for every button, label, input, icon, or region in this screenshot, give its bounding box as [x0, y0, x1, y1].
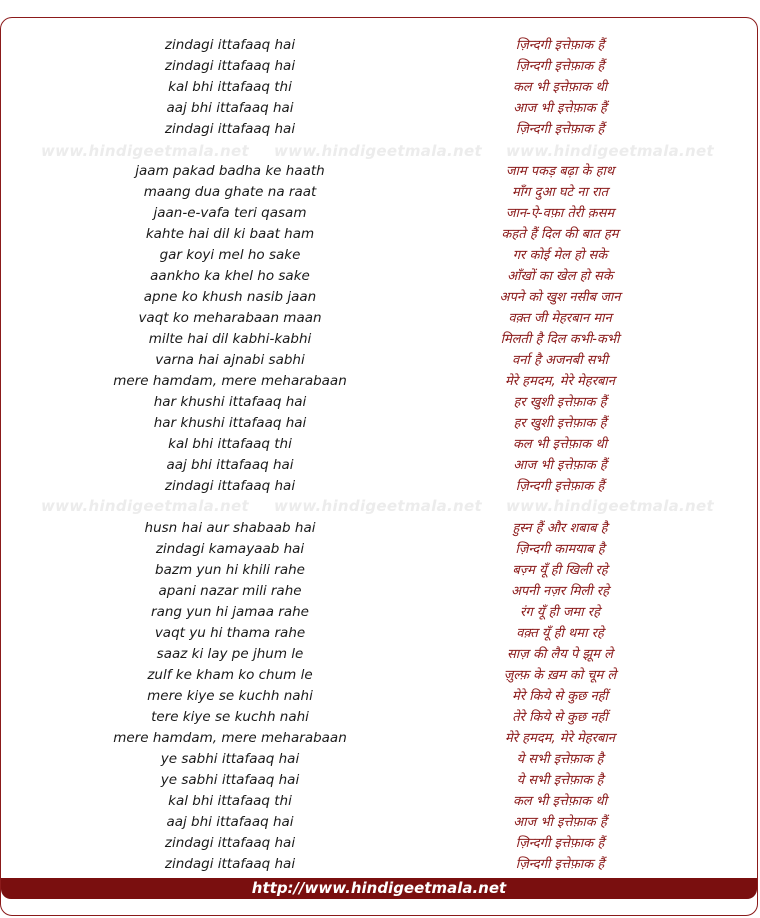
lyric-line-hindi: हर खुशी इत्तेफ़ाक हैं	[513, 416, 607, 431]
lyric-line-hindi: मेरे हमदम, मेरे मेहरबान	[504, 374, 616, 389]
lyric-line-roman: kal bhi ittafaaq thi	[168, 436, 292, 452]
lyric-line-roman: kal bhi ittafaaq thi	[168, 793, 292, 809]
lyric-line-roman: kal bhi ittafaaq thi	[168, 79, 292, 95]
lyric-line-hindi: तेरे किये से कुछ नहीं	[512, 710, 608, 725]
lyric-line-roman: zindagi ittafaaq hai	[164, 835, 296, 851]
lyric-line-roman: tere kiye se kuchh nahi	[151, 709, 309, 725]
lyric-line-roman: ye sabhi ittafaaq hai	[160, 772, 300, 788]
lyric-line-roman: vaqt yu hi thama rahe	[154, 625, 306, 641]
lyric-line-hindi: आज भी इत्तेफ़ाक हैं	[513, 815, 607, 830]
lyric-line-roman: zindagi ittafaaq hai	[164, 856, 296, 872]
lyric-line-hindi: रंग यूँ ही जमा रहे	[520, 605, 600, 620]
lyric-line-hindi: कहते हैं दिल की बात हम	[501, 227, 619, 242]
lyric-line	[0, 623, 760, 644]
lyric-line-roman: mere kiye se kuchh nahi	[147, 688, 313, 704]
lyric-line-hindi: कल भी इत्तेफ़ाक थी	[512, 80, 608, 95]
watermark-text: www.hindigeetmala.net	[41, 142, 249, 160]
watermark-text: www.hindigeetmala.net	[506, 497, 714, 515]
lyric-line-roman: husn hai aur shabaab hai	[144, 520, 316, 536]
lyric-line	[0, 308, 760, 329]
lyric-line-roman: jaan-e-vafa teri qasam	[153, 205, 307, 221]
lyric-line	[0, 455, 760, 476]
lyrics-body	[0, 17, 760, 875]
lyric-line-hindi: कल भी इत्तेफ़ाक थी	[512, 794, 608, 809]
lyric-line-hindi: हुस्न हैं और शबाब है	[512, 521, 608, 536]
lyric-line	[0, 518, 760, 539]
lyric-line	[0, 161, 760, 182]
lyric-line	[0, 644, 760, 665]
stanza	[0, 161, 760, 497]
lyric-line-roman: vaqt ko meharabaan maan	[138, 310, 322, 326]
lyric-line-roman: bazm yun hi khili rahe	[155, 562, 305, 578]
lyric-line	[0, 245, 760, 266]
lyric-line	[0, 581, 760, 602]
lyric-line	[0, 770, 760, 791]
lyric-line-hindi: आँखों का खेल हो सके	[507, 269, 613, 284]
lyric-line-roman: apani nazar mili rahe	[158, 583, 302, 599]
watermark-text: www.hindigeetmala.net	[274, 497, 482, 515]
lyric-line-hindi: कल भी इत्तेफ़ाक थी	[512, 437, 608, 452]
lyric-line	[0, 728, 760, 749]
lyric-line-roman: zindagi ittafaaq hai	[164, 478, 296, 494]
lyric-line-hindi: अपनी नज़र मिली रहे	[510, 584, 609, 599]
lyric-line-hindi: ज़िन्दगी इत्तेफ़ाक हैं	[515, 122, 605, 137]
lyric-line-hindi: ज़िन्दगी इत्तेफ़ाक हैं	[515, 857, 605, 872]
lyric-line-roman: zulf ke kham ko chum le	[147, 667, 313, 683]
lyric-line	[0, 749, 760, 770]
lyric-line-hindi: ज़िन्दगी इत्तेफ़ाक हैं	[515, 59, 605, 74]
lyric-line-hindi: ज़िन्दगी इत्तेफ़ाक हैं	[515, 38, 605, 53]
lyric-line	[0, 56, 760, 77]
lyric-line-hindi: माँग दुआ घटे ना रात	[511, 185, 609, 200]
lyric-line	[0, 791, 760, 812]
lyric-line-roman: gar koyi mel ho sake	[159, 247, 301, 263]
lyric-line-hindi: आज भी इत्तेफ़ाक हैं	[513, 101, 607, 116]
lyric-line	[0, 35, 760, 56]
lyric-line-hindi: हर खुशी इत्तेफ़ाक हैं	[513, 395, 607, 410]
lyric-line-hindi: मेरे हमदम, मेरे मेहरबान	[504, 731, 616, 746]
lyric-line-hindi: वक़्त जी मेहरबान मान	[508, 311, 612, 326]
lyric-line-roman: jaam pakad badha ke haath	[135, 163, 325, 179]
lyric-line	[0, 392, 760, 413]
lyric-line	[0, 812, 760, 833]
lyric-line	[0, 434, 760, 455]
lyric-line	[0, 287, 760, 308]
lyric-line-hindi: वर्ना है अजनबी सभी	[512, 353, 608, 368]
lyric-line	[0, 119, 760, 140]
watermark-text: www.hindigeetmala.net	[41, 497, 249, 515]
lyric-line-roman: zindagi ittafaaq hai	[164, 58, 296, 74]
stanza	[0, 518, 760, 875]
watermark-text: www.hindigeetmala.net	[506, 142, 714, 160]
lyric-line-roman: har khushi ittafaaq hai	[153, 394, 307, 410]
lyric-line-roman: milte hai dil kabhi-kabhi	[148, 331, 312, 347]
lyric-line	[0, 686, 760, 707]
lyric-line-hindi: मेरे किये से कुछ नहीं	[512, 689, 608, 704]
lyric-line-hindi: जान-ऐ-वफ़ा तेरी क़सम	[505, 206, 615, 221]
lyric-line-roman: mere hamdam, mere meharabaan	[113, 373, 347, 389]
lyric-line-roman: apne ko khush nasib jaan	[143, 289, 317, 305]
lyric-line	[0, 560, 760, 581]
watermark-text: www.hindigeetmala.net	[274, 142, 482, 160]
lyric-line-roman: aaj bhi ittafaaq hai	[166, 100, 294, 116]
lyric-line-hindi: साज़ की लैय पे झूम ले	[507, 647, 613, 662]
lyric-line	[0, 203, 760, 224]
lyric-line	[0, 224, 760, 245]
lyric-line-roman: ye sabhi ittafaaq hai	[160, 751, 300, 767]
lyric-line-hindi: ज़िन्दगी कामयाब है	[515, 542, 605, 557]
lyric-line	[0, 476, 760, 497]
lyric-line-hindi: ये सभी इत्तेफ़ाक है	[516, 773, 604, 788]
lyric-line	[0, 665, 760, 686]
lyric-line-hindi: मिलती है दिल कभी-कभी	[500, 332, 620, 347]
lyric-line-roman: aaj bhi ittafaaq hai	[166, 814, 294, 830]
lyric-line-hindi: ज़िन्दगी इत्तेफ़ाक हैं	[515, 836, 605, 851]
lyric-line	[0, 350, 760, 371]
lyric-line	[0, 413, 760, 434]
stanza	[0, 35, 760, 140]
lyric-line	[0, 539, 760, 560]
lyric-line-hindi: जाम पकड़ बढ़ा के हाथ	[505, 164, 615, 179]
lyric-line-roman: har khushi ittafaaq hai	[153, 415, 307, 431]
lyric-line-hindi: अपने को खुश नसीब जान	[499, 290, 621, 305]
lyric-line-roman: varna hai ajnabi sabhi	[155, 352, 305, 368]
lyric-line	[0, 833, 760, 854]
lyric-line-roman: aankho ka khel ho sake	[150, 268, 310, 284]
lyric-line-hindi: ज़ुल्फ़ के ख़म को चूम ले	[503, 668, 617, 683]
lyric-line-roman: rang yun hi jamaa rahe	[151, 604, 309, 620]
lyric-line-roman: maang dua ghate na raat	[143, 184, 317, 200]
lyric-line	[0, 854, 760, 875]
lyric-line	[0, 371, 760, 392]
lyric-line	[0, 707, 760, 728]
lyric-line-roman: kahte hai dil ki baat ham	[145, 226, 315, 242]
lyric-line-hindi: गर कोई मेल हो सके	[512, 248, 608, 263]
lyric-line	[0, 98, 760, 119]
lyric-line-roman: aaj bhi ittafaaq hai	[166, 457, 294, 473]
lyric-line-roman: zindagi ittafaaq hai	[164, 121, 296, 137]
lyric-line-hindi: वक़्त यूँ ही थमा रहे	[516, 626, 604, 641]
lyric-line-roman: zindagi kamayaab hai	[155, 541, 305, 557]
lyric-line-hindi: ज़िन्दगी इत्तेफ़ाक हैं	[515, 479, 605, 494]
lyric-line-roman: saaz ki lay pe jhum le	[156, 646, 304, 662]
lyric-line	[0, 329, 760, 350]
footer-url-link[interactable]: http://www.hindigeetmala.net	[1, 878, 757, 899]
lyric-line-roman: zindagi ittafaaq hai	[164, 37, 296, 53]
lyric-line-hindi: ये सभी इत्तेफ़ाक है	[516, 752, 604, 767]
lyric-line	[0, 266, 760, 287]
lyric-line	[0, 77, 760, 98]
lyric-line-hindi: आज भी इत्तेफ़ाक हैं	[513, 458, 607, 473]
lyric-line-hindi: बज़्म यूँ ही खिली रहे	[512, 563, 608, 578]
lyric-line-roman: mere hamdam, mere meharabaan	[113, 730, 347, 746]
lyric-line	[0, 602, 760, 623]
lyric-line	[0, 182, 760, 203]
